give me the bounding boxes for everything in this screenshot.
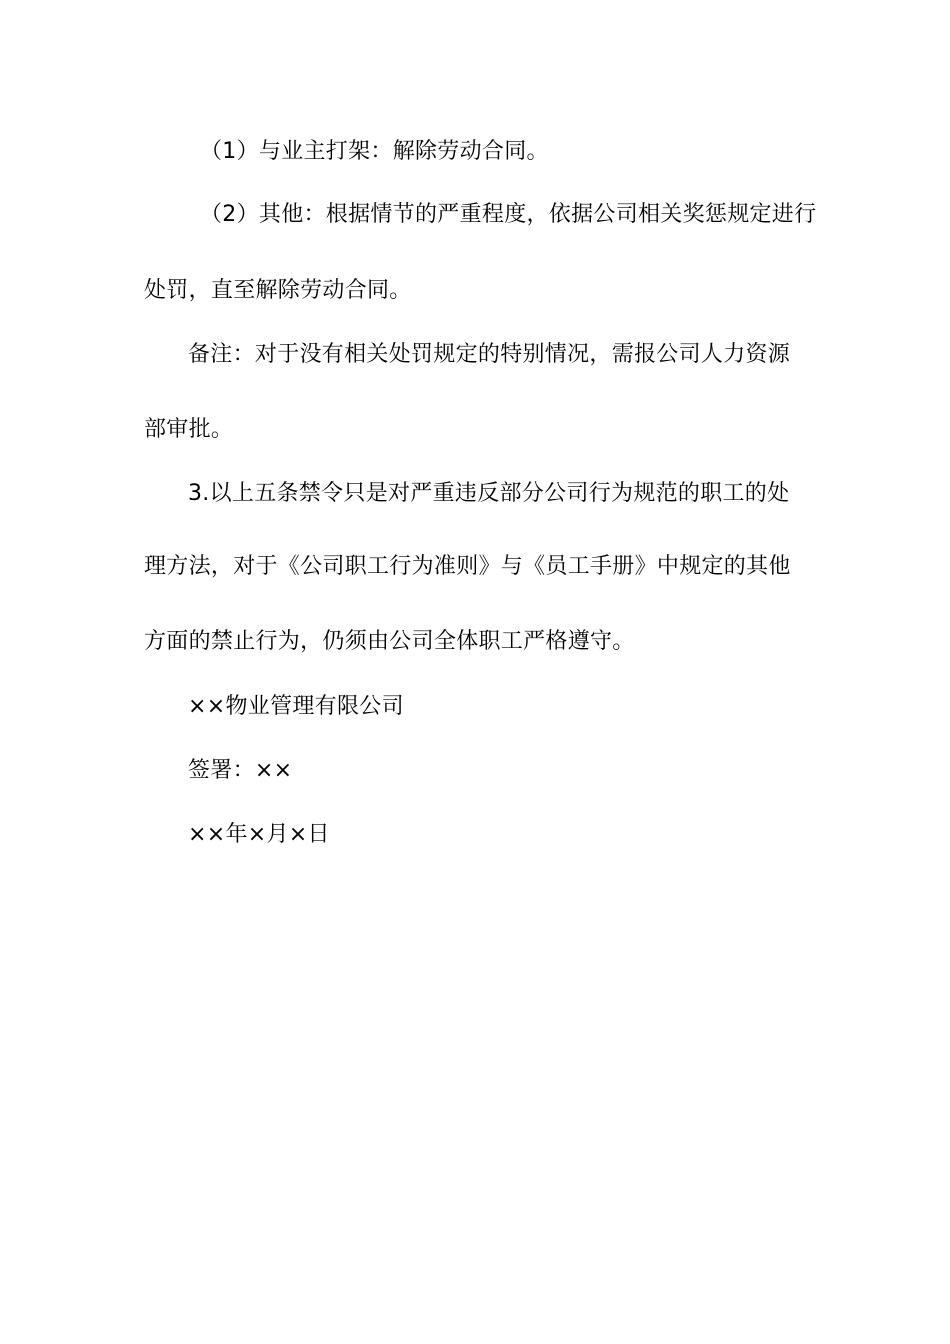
signature-line: 签署：××: [188, 758, 293, 783]
section-3-text: 3.以上五条禁令只是对严重违反部分公司行为规范的职工的处: [188, 481, 790, 506]
clause-2-text: （2）其他：根据情节的严重程度，依据公司相关奖惩规定进行: [200, 202, 817, 227]
section-3-continuation-2: 方面的禁止行为，仍须由公司全体职工严格遵守。: [144, 629, 635, 654]
clause-2-continuation: 处罚，直至解除劳动合同。: [144, 278, 412, 303]
date-line: ××年×月×日: [188, 822, 330, 847]
note-text: 备注：对于没有相关处罚规定的特别情况，需报公司人力资源: [188, 342, 791, 367]
company-name: ××物业管理有限公司: [188, 694, 404, 719]
clause-1-text: （1）与业主打架：解除劳动合同。: [200, 139, 549, 164]
note-continuation: 部审批。: [144, 417, 234, 442]
section-3-continuation-1: 理方法，对于《公司职工行为准则》与《员工手册》中规定的其他: [144, 554, 791, 579]
